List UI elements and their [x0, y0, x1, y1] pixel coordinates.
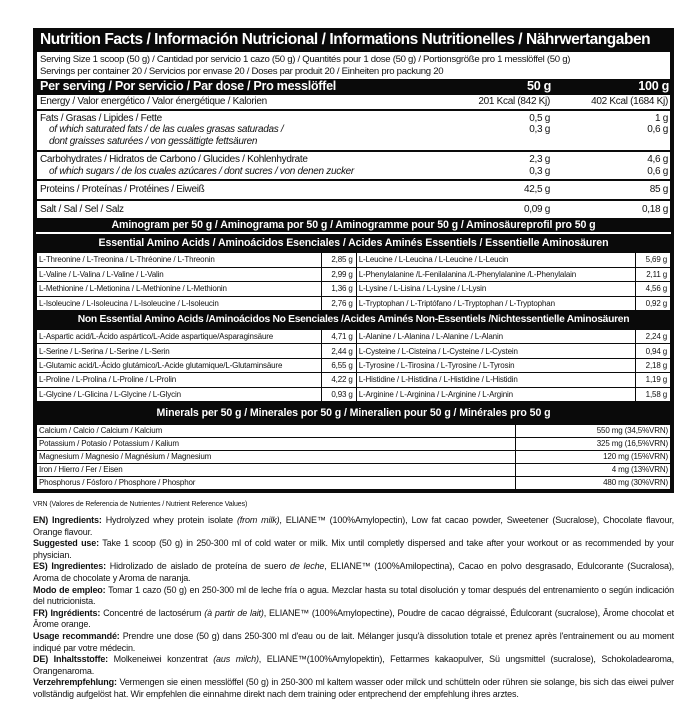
per-serving-label: Per serving / Por servicio / Par dose / Pro messlöffel — [40, 79, 336, 93]
amino-name: L-Phenylalanine /L-Fenilalanina /L-Phenylalanine /L-Phenylalain — [356, 267, 635, 282]
essential-title: Essential Amino Acids / Aminoácidos Esenciales / Acides Aminés Essentiels / Essentielle Aminosäuren — [98, 237, 609, 249]
amino-value: 0,92 g — [635, 296, 670, 311]
ingredients-text — [33, 515, 674, 701]
carbs-50g: 2,3 g — [529, 154, 550, 165]
ingredients-paragraph — [33, 654, 674, 677]
paragraph-text: Vermengen sie einen messlöffel (50 g) in 250-300 ml kaltem wasser oder milck und schütteln oder rühren sie solange, bis sich das eiwei pulver vollständig aufgelöst hat. Wir empfehlen die einnahme direkt nach dem training oder entprechend der empfehlung ihres arztes. — [33, 677, 674, 699]
aminogram-title: Aminogram per 50 g / Aminograma por 50 g / Aminogramme pour 50 g / Aminosäureprofil pro 50 g — [111, 219, 596, 231]
paragraph-text: Tomar 1 cazo (50 g) en 250-300 ml de leche fría o agua. Mezclar hasta su total disolución y tomar después del entrenamiento o según indicación del nutricionista. — [33, 584, 675, 607]
amino-value: 5,69 g — [635, 253, 670, 268]
paragraph-label: Modo de empleo: — [33, 584, 106, 595]
serving-size: Serving Size 1 scoop (50 g) / Cantidad por servicio 1 cazo (50 g) / Quantités pour 1 dose (50 g) / Portionsgröße pro 1 messlöffel (50 g) — [40, 54, 571, 65]
sugars-100g: 0,6 g — [647, 165, 668, 177]
paragraph-italic: (aus milch) — [213, 654, 259, 665]
ingredients-paragraph — [33, 608, 674, 631]
table-row — [37, 387, 671, 401]
proteins-label: Proteins / Proteínas / Protéines / Eiweiß — [40, 184, 205, 195]
amino-name: L-Arginine / L-Arginina / L-Arginine / L-Arginin — [356, 387, 635, 401]
salt-50g: 0,09 g — [523, 203, 550, 215]
amino-value: 6,55 g — [321, 358, 356, 372]
ingredients-paragraph — [33, 631, 674, 654]
table-row — [37, 282, 671, 297]
col-100g-header: 100 g — [638, 79, 669, 93]
table-row — [37, 476, 671, 489]
paragraph-text: , ELIANE™ (100%Amilopectina), Cacao en polvo desgrasado, Edulcorante (Sucralosa), Aroma de chocolate y Aroma de naranja. — [33, 561, 675, 583]
paragraph-text: Molkeneiwei konzentrat — [108, 654, 214, 665]
energy-row — [37, 95, 670, 109]
aminogram-panel — [33, 218, 674, 493]
carbs-block — [37, 152, 670, 179]
amino-name: L-Glutamic acid/L-Ácido glutámico/L-Acide glutamique/L-Glutaminsäure — [37, 358, 322, 372]
amino-value: 2,18 g — [635, 358, 670, 372]
per-serving-header — [37, 79, 670, 94]
paragraph-text: Concentré de lactosérum — [100, 607, 205, 618]
amino-value: 4,22 g — [321, 373, 356, 387]
amino-name: L-Tryptophan / L-Triptófano / L-Tryptophan / L-Tryptophan — [356, 296, 635, 311]
essential-amino-table — [36, 252, 671, 311]
amino-value: 4,56 g — [635, 282, 670, 297]
paragraph-label: FR) Ingrédients: — [33, 607, 101, 618]
amino-name: L-Serine / L-Serina / L-Serine / L-Serin — [37, 344, 322, 358]
salt-label: Salt / Sal / Sel / Salz — [40, 203, 124, 215]
fats-100g: 1 g — [654, 112, 668, 124]
energy-label: Energy / Valor energético / Valor énergétique / Kalorien — [40, 96, 267, 107]
salt-row — [37, 201, 670, 219]
paragraph-label: Suggested use: — [33, 538, 99, 549]
carbs-100g: 4,6 g — [647, 154, 668, 165]
amino-name: L-Valine / L-Valina / L-Valine / L-Valin — [37, 267, 322, 282]
paragraph-label: Usage recommandé: — [33, 630, 120, 641]
paragraph-italic: (from milk) — [236, 515, 280, 525]
table-row — [37, 330, 671, 344]
amino-name: L-Glycine / L-Glicina / L-Glycine / L-Glycin — [37, 387, 322, 401]
saturated-label: of which saturated fats / de las cuales grasas saturadas / — [49, 124, 284, 135]
amino-value: 2,99 g — [321, 267, 356, 282]
mineral-name: Magnesium / Magnesio / Magnésium / Magnesium — [37, 450, 516, 463]
ingredients-paragraph — [33, 538, 674, 561]
mineral-value: 550 mg (34,5%VRN) — [516, 424, 671, 437]
amino-name: L-Lysine / L-Lisina / L-Lysine / L-Lysin — [356, 282, 635, 297]
mineral-name: Iron / Hierro / Fer / Eisen — [37, 463, 516, 476]
paragraph-label: EN) Ingredients: — [33, 515, 102, 525]
paragraph-text: , ELIANE™(100%Amylopektin), Fettarmes kakaopulver, Sü ungsmittel (sucralose), Schokoladearoma, Orangenaroma. — [33, 654, 674, 676]
amino-name: L-Aspartic acid/L-Ácido aspártico/L-Acide aspartique/Asparaginsäure — [37, 330, 322, 344]
amino-name: L-Cysteine / L-Cisteina / L-Cysteine / L-Cystein — [356, 344, 635, 358]
nonessential-amino-table — [36, 329, 671, 402]
amino-name: L-Proline / L-Prolina / L-Proline / L-Prolin — [37, 373, 322, 387]
mineral-value: 120 mg (15%VRN) — [516, 450, 671, 463]
proteins-row — [37, 181, 670, 199]
amino-name: L-Alanine / L-Alanina / L-Alanine / L-Alanin — [356, 330, 635, 344]
paragraph-text: Hydrolyzed whey protein isolate — [101, 515, 237, 525]
paragraph-text: , ELIANE™ (100%Amylopectine), Poudre de cacao dégraissé, Édulcorant (sucralose), Ârome chocolat et Ârome orange. — [33, 607, 674, 630]
mineral-name: Potassium / Potasio / Potassium / Kalium — [37, 437, 516, 450]
mineral-value: 480 mg (30%VRN) — [516, 476, 671, 489]
minerals-table — [36, 424, 671, 490]
paragraph-italic: de leche — [290, 561, 325, 572]
amino-name: L-Methionine / L-Metionina / L-Methionine / L-Methionin — [37, 282, 322, 297]
sugars-50g: 0,3 g — [529, 165, 550, 177]
amino-value: 2,44 g — [321, 344, 356, 358]
amino-name: L-Isoleucine / L-Isoleucina / L-Isoleucine / L-Isoleucin — [37, 296, 322, 311]
ingredients-paragraph — [33, 677, 674, 700]
servings-per-container: Servings per container 20 / Servicios por envase 20 / Doses par produit 20 / Einheiten pro packung 20 — [40, 66, 444, 77]
amino-value: 4,71 g — [321, 330, 356, 344]
carbs-label: Carbohydrates / Hidratos de Carbono / Glucides / Kohlenhydrate — [40, 154, 308, 165]
paragraph-text: Take 1 scoop (50 g) in 250-300 ml of cold water or milk. Mix until completly dispersed and take after your workout or as recommended by your physician. — [33, 538, 674, 560]
paragraph-italic: (à partir de lait) — [204, 607, 264, 618]
amino-name: L-Tyrosine / L-Tirosina / L-Tyrosine / L-Tyrosin — [356, 358, 635, 372]
proteins-50g: 42,5 g — [523, 184, 550, 195]
amino-name: L-Threonine / L-Treonina / L-Thréonine / L-Threonin — [37, 253, 322, 268]
paragraph-text: Prendre une dose (50 g) dans 250-300 ml d'eau ou de lait. Mélanger jusqu'à dissolution totale et prenez après l'entrainement ou au moment indiqué par votre médecin. — [33, 630, 675, 653]
amino-name: L-Histidine / L-Histidina / L-Histidine / L-Histidin — [356, 373, 635, 387]
energy-100g: 402 Kcal (1684 Kj) — [591, 96, 668, 107]
saturated-50g: 0,3 g — [529, 124, 550, 135]
amino-value: 2,24 g — [635, 330, 670, 344]
amino-value: 2,85 g — [321, 253, 356, 268]
table-row — [37, 437, 671, 450]
paragraph-text: Hidrolizado de aislado de proteína de suero — [105, 561, 290, 572]
mineral-value: 4 mg (13%VRN) — [516, 463, 671, 476]
table-row — [37, 253, 671, 268]
minerals-title: Minerals per 50 g / Minerales por 50 g / Mineralien pour 50 g / Minérales pro 50 g — [156, 406, 551, 419]
ingredients-paragraph — [33, 515, 674, 538]
mineral-name: Phosphorus / Fósforo / Phosphore / Phosphor — [37, 476, 516, 489]
table-row — [37, 373, 671, 387]
proteins-100g: 85 g — [649, 184, 668, 195]
amino-value: 0,93 g — [321, 387, 356, 401]
paragraph-text: , ELIANE™ (100%Amylopectin), Low fat cacao powder, Sweetener (Sucralose), Chocolate flavour, Orange flavour. — [33, 515, 675, 537]
table-row — [37, 267, 671, 282]
nutrition-facts-panel — [33, 28, 674, 222]
mineral-value: 325 mg (16,5%VRN) — [516, 437, 671, 450]
fats-block — [37, 111, 670, 151]
ingredients-paragraph — [33, 585, 674, 608]
fats-label: Fats / Grasas / Lipides / Fette — [40, 112, 162, 124]
amino-value: 1,58 g — [635, 387, 670, 401]
paragraph-label: ES) Ingredientes: — [33, 561, 106, 572]
ingredients-paragraph — [33, 561, 674, 584]
nonessential-title: Non Essential Amino Acids /Aminoácidos No Esenciales /Acides Aminés Non-Essentiels /Nichtessentielle Aminosäuren — [77, 314, 630, 325]
table-row — [37, 358, 671, 372]
table-row — [37, 344, 671, 358]
amino-value: 1,36 g — [321, 282, 356, 297]
amino-value: 2,76 g — [321, 296, 356, 311]
vrn-note: VRN (Valores de Referencia de Nutrientes / Nutrient Reference Values) — [33, 501, 248, 508]
sugars-label: of which sugars / de los cuales azúcares / dont sucres / von denen zucker — [49, 165, 354, 177]
table-row — [37, 463, 671, 476]
paragraph-label: DE) Inhaltsstoffe: — [33, 654, 109, 665]
table-row — [37, 296, 671, 311]
fats-50g: 0,5 g — [529, 112, 550, 124]
energy-50g: 201 Kcal (842 Kj) — [478, 96, 550, 107]
amino-value: 2,11 g — [635, 267, 670, 282]
table-row — [37, 450, 671, 463]
amino-value: 1,19 g — [635, 373, 670, 387]
amino-value: 0,94 g — [635, 344, 670, 358]
saturated-100g: 0,6 g — [647, 124, 668, 135]
salt-100g: 0,18 g — [641, 203, 668, 215]
serving-info — [37, 52, 670, 79]
amino-name: L-Leucine / L-Leucina / L-Leucine / L-Leucin — [356, 253, 635, 268]
paragraph-label: Verzehrempfehlung: — [33, 677, 117, 688]
table-row — [37, 424, 671, 437]
col-50g-header: 50 g — [527, 79, 551, 93]
saturated-label-2: dont graisses saturées / von gessättigte fettsäuren — [49, 135, 258, 147]
mineral-name: Calcium / Calcio / Calcium / Kalcium — [37, 424, 516, 437]
nutrition-facts-title: Nutrition Facts / Información Nutricional / Informations Nutritionelles / Nährwertangaben — [40, 31, 651, 48]
